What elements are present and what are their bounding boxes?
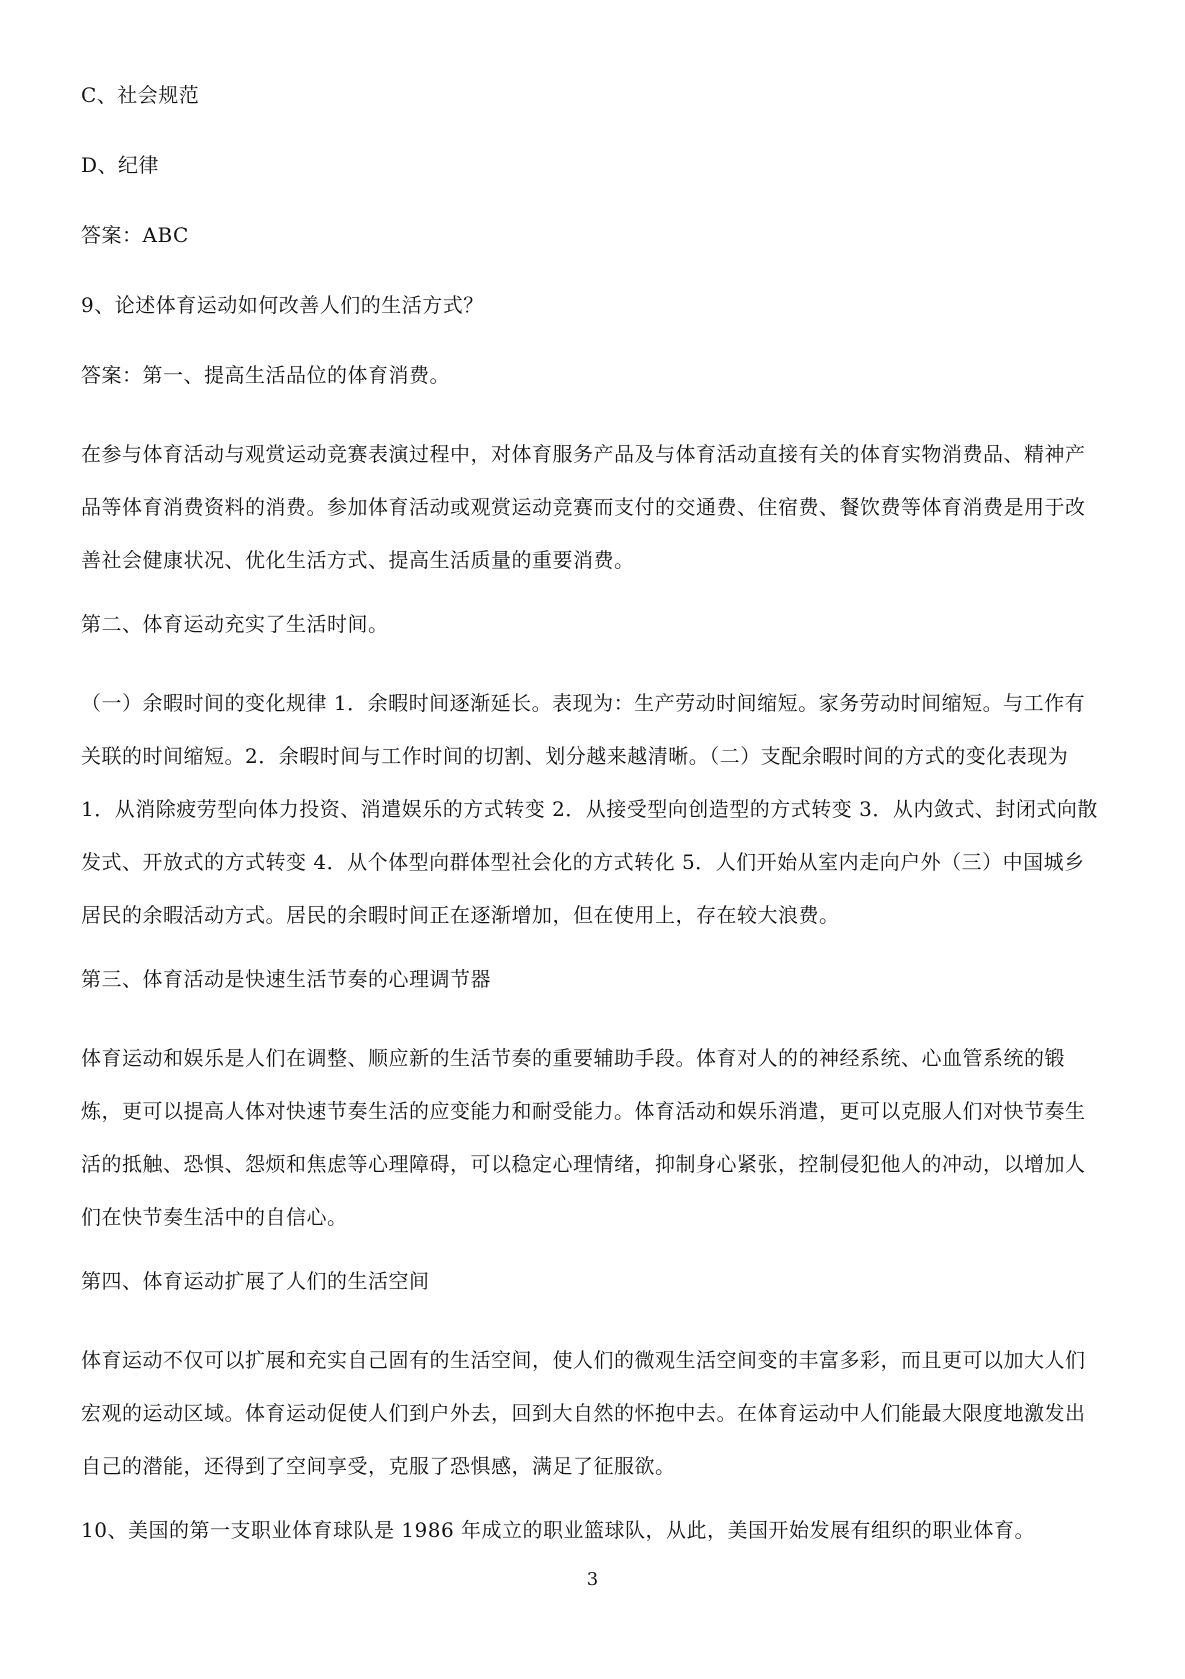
paragraph-psychology: 体育运动和娱乐是人们在调整、顺应新的生活节奏的重要辅助手段。体育对人的的神经系统、心血管系统的锻炼，更可以提高人体对快速节奏生活的应变能力和耐受能力。体育活动和娱乐消遣，更可以克服人们对快节奏生活的抵触、恐惧、怨烦和焦虑等心理障碍，可以稳定心理情绪，抑制身心紧张，控制侵犯他人的冲动，以增加人们在快节奏生活中的自信心。: [81, 1046, 1086, 1229]
question-10: 10、美国的第一支职业体育球队是 1986 年成立的职业篮球队，从此，美国开始发展有组织的职业体育。: [81, 1518, 1036, 1542]
page-number: 3: [586, 1569, 599, 1590]
question-9: 9、论述体育运动如何改善人们的生活方式？: [81, 293, 484, 317]
option-d: D、纪律: [81, 153, 160, 177]
document-body: [81, 78, 1103, 1583]
option-c: C、社会规范: [81, 83, 200, 107]
section-3-heading: 第三、体育活动是快速生活节奏的心理调节器: [81, 967, 491, 991]
answer-8: 答案：ABC: [81, 223, 189, 247]
paragraph-leisure-time: （一）余暇时间的变化规律 1．余暇时间逐渐延长。表现为：生产劳动时间缩短。家务劳动时间缩短。与工作有关联的时间缩短。2．余暇时间与工作时间的切割、划分越来越清晰。（二）支配余暇时间的方式的变化表现为 1．从消除疲劳型向体力投资、消遣娱乐的方式转变 2．从接受型向创造型的方式转变 3．从内敛式、封闭式向散发式、开放式的方式转变 4．从个体型向群体型社会化的方式转化 5．人们开始从室内走向户外（三）中国城乡居民的余暇活动方式。居民的余暇时间正在逐渐增加，但在使用上，存在较大浪费。: [81, 691, 1098, 927]
section-2-heading: 第二、体育运动充实了生活时间。: [81, 612, 389, 636]
paragraph-space: 体育运动不仅可以扩展和充实自己固有的生活空间，使人们的微观生活空间变的丰富多彩，而且更可以加大人们宏观的运动区域。体育运动促使人们到户外去，回到大自然的怀抱中去。在体育运动中人们能最大限度地激发出自己的潜能，还得到了空间享受，克服了恐惧感，满足了征服欲。: [81, 1348, 1086, 1478]
paragraph-consumption: 在参与体育活动与观赏运动竞赛表演过程中，对体育服务产品及与体育活动直接有关的体育实物消费品、精神产品等体育消费资料的消费。参加体育活动或观赏运动竞赛而支付的交通费、住宿费、餐饮费等体育消费是用于改善社会健康状况、优化生活方式、提高生活质量的重要消费。: [81, 442, 1086, 572]
answer-9-heading: 答案：第一、提高生活品位的体育消费。: [81, 363, 450, 387]
section-4-heading: 第四、体育运动扩展了人们的生活空间: [81, 1269, 430, 1293]
